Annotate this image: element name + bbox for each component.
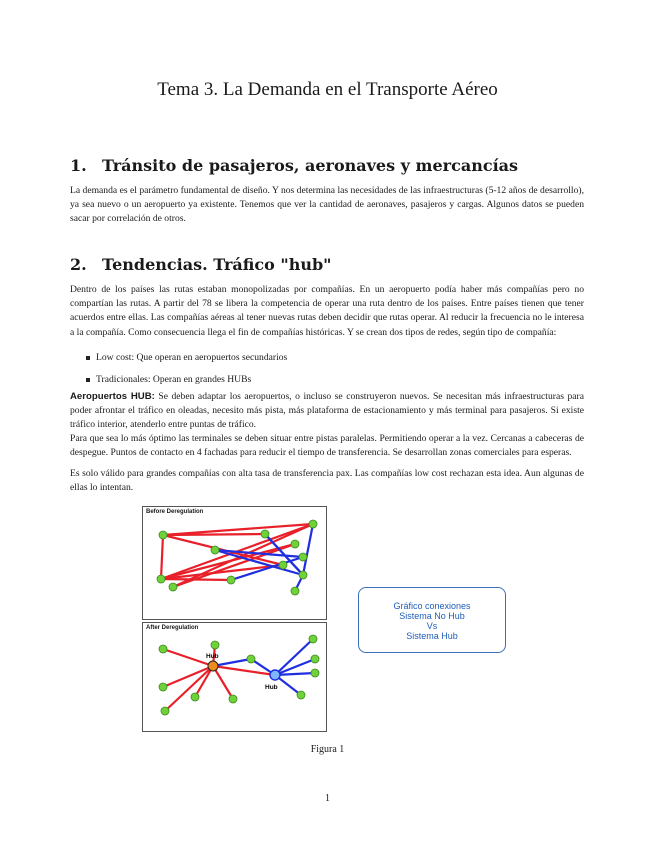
route-line — [161, 535, 163, 579]
airport-node — [311, 669, 319, 677]
section-2-title: Tendencias. Tráfico "hub" — [102, 255, 332, 274]
route-line — [163, 534, 265, 535]
airport-node — [309, 520, 317, 528]
route-line — [275, 639, 313, 675]
airport-node — [299, 553, 307, 561]
airport-node — [279, 561, 287, 569]
airport-node — [159, 683, 167, 691]
airport-node — [311, 655, 319, 663]
hub-text: Se deben adaptar los aeropuertos, o incluso se construyeron nuevos. Se necesitan más infraestructuras para poder afrontar el tráfico en oleadas, necesito más pista, más plataforma de estacionamiento y más terminal para pasajeros. Si existe tráfico interior, atenderlo entre puntas de tráfico. — [70, 391, 584, 431]
section-1-heading — [70, 156, 518, 175]
route-line — [163, 666, 213, 687]
airport-node — [211, 546, 219, 554]
route-line — [213, 659, 251, 666]
airport-node — [169, 583, 177, 591]
airport-node — [161, 707, 169, 715]
after-network-graph — [143, 623, 326, 731]
hub-2-label: Hub — [265, 684, 278, 691]
bullet-icon — [86, 356, 90, 360]
before-deregulation-diagram — [142, 506, 327, 620]
airport-node — [211, 641, 219, 649]
route-line — [213, 666, 275, 675]
terminal-paragraph: Para que sea lo más óptimo las terminales se deben situar entre pistas paralelas. Permitiendo operar a la vez. Cercanas a cabeceras de despegue. Puntos de contacto en 4 fachadas para reducir el tiempo de transferencia. Se desarrollan zonas comerciales para esperas. — [70, 433, 584, 459]
network-type-list — [86, 351, 586, 395]
callout-line: Gráfico conexiones — [393, 601, 471, 611]
list-item — [86, 351, 586, 373]
airport-node — [157, 575, 165, 583]
airport-node — [291, 540, 299, 548]
after-deregulation-label: After Deregulation — [146, 625, 199, 631]
callout-line: Sistema Hub — [406, 631, 458, 641]
airport-node — [309, 635, 317, 643]
hub-1-label: Hub — [206, 653, 219, 660]
bullet-icon — [86, 378, 90, 382]
hub-label: Aeropuertos HUB: — [70, 391, 155, 402]
airport-node — [291, 587, 299, 595]
hub-node-red — [208, 661, 218, 671]
airport-node — [229, 695, 237, 703]
page-title: Tema 3. La Demanda en el Transporte Aéreo — [157, 79, 498, 100]
after-deregulation-diagram — [142, 622, 327, 732]
figure-caption: Figura 1 — [310, 744, 345, 755]
airport-node — [159, 645, 167, 653]
airport-node — [297, 691, 305, 699]
route-line — [213, 666, 233, 699]
section-2-heading — [70, 255, 332, 274]
callout-line: Vs — [426, 621, 438, 631]
airport-node — [159, 531, 167, 539]
airport-node — [247, 655, 255, 663]
list-item-text: Tradicionales: Operan en grandes HUBs — [96, 374, 252, 385]
before-network-graph — [143, 507, 326, 619]
before-deregulation-label: Before Deregulation — [146, 509, 204, 515]
section-2-number: 2. — [70, 255, 87, 274]
airport-node — [227, 576, 235, 584]
section-1-number: 1. — [70, 156, 87, 175]
airport-node — [191, 693, 199, 701]
lowcost-paragraph: Es solo válido para grandes compañías con alta tasa de transferencia pax. Las compañías low cost rechazan esta idea. Aun algunas de ellas lo intentan. — [70, 468, 584, 494]
airport-node — [299, 571, 307, 579]
airport-node — [261, 530, 269, 538]
section-1-paragraph: La demanda es el parámetro fundamental de diseño. Y nos determina las necesidades de las infraestructuras (5-12 años de desarrollo), ya sea nuevo o un aeropuerto ya existente. Tenemos que ver la cantidad de aeronaves, pasajeros y cargas. Algunos datos se pueden sacar por correlación de otros. — [70, 185, 584, 225]
hub-paragraph — [70, 390, 584, 433]
hub-node-blue — [270, 670, 280, 680]
page-number: 1 — [325, 793, 330, 804]
route-line — [165, 666, 213, 711]
section-2-paragraph: Dentro de los países las rutas estaban monopolizadas por compañías. En un aeropuerto podía haber más compañías pero no compartían las rutas. A partir del 78 se libera la competencia de operar una ruta dentro de los países. Entre países tienen que tener acuerdos entre ellas. Las compañías aéreas al tener nuevas rutas deben decidir que rutas operar. Al reducir la frecuencia no le interesa a la compañía. Como consecuencia llega el fin de compañías históricas. Y se crean dos tipos de redes, según tipo de compañía: — [70, 284, 584, 338]
callout-line: Sistema No Hub — [399, 611, 465, 621]
list-item-text: Low cost: Que operan en aeropuertos secundarios — [96, 352, 288, 363]
section-1-title: Tránsito de pasajeros, aeronaves y mercancías — [102, 156, 519, 175]
route-line — [303, 524, 313, 575]
figure-callout — [358, 587, 506, 653]
